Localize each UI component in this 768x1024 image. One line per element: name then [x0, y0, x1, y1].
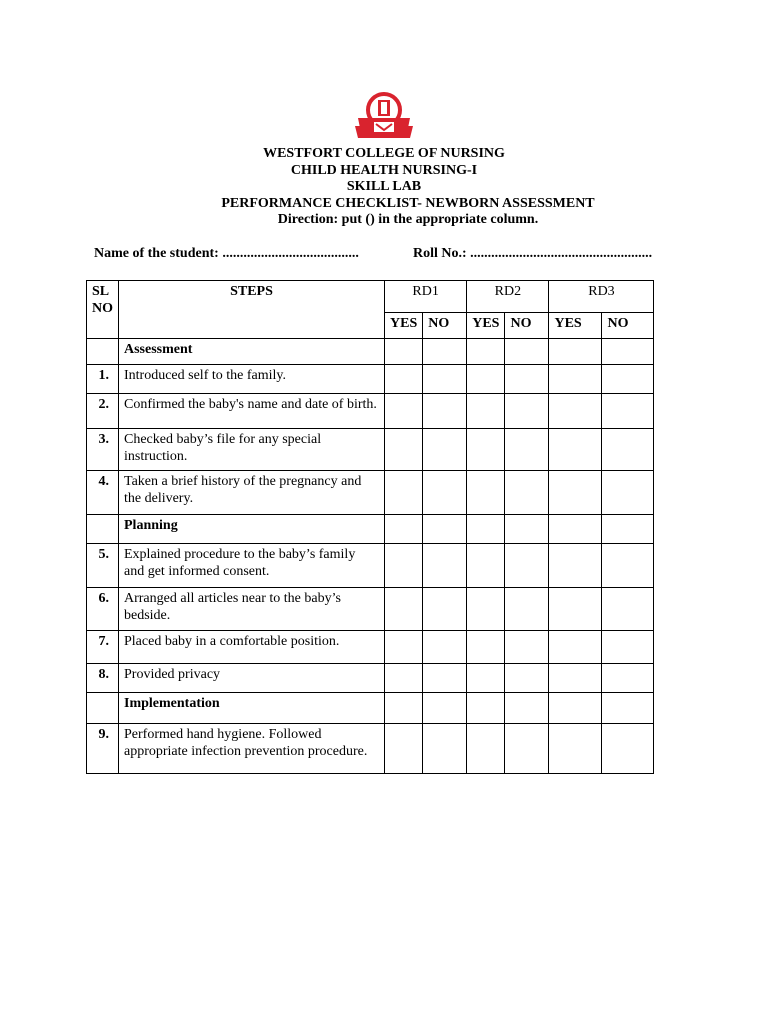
section-row [87, 339, 654, 365]
step-number: 1. [87, 365, 119, 394]
lab-title: SKILL LAB [346, 179, 422, 194]
rd1-yes-cell[interactable] [385, 471, 423, 515]
rd3-no-cell[interactable] [602, 365, 654, 394]
rd1-yes-cell [385, 515, 423, 544]
rd3-no-cell [602, 339, 654, 365]
rd1-no-cell[interactable] [423, 394, 467, 429]
rd1-yes-header: YES [385, 313, 423, 339]
subject-title: CHILD HEALTH NURSING-I [290, 162, 478, 178]
rd3-yes-cell[interactable] [549, 429, 602, 471]
rd1-yes-cell[interactable] [385, 365, 423, 394]
rd2-yes-cell[interactable] [467, 394, 505, 429]
rd2-yes-cell[interactable] [467, 588, 505, 631]
rd1-no-header: NO [423, 313, 467, 339]
rd3-no-cell[interactable] [602, 631, 654, 664]
rd2-yes-cell[interactable] [467, 631, 505, 664]
rd2-no-cell[interactable] [505, 394, 549, 429]
rd3-yes-cell[interactable] [549, 394, 602, 429]
rd2-yes-cell [467, 339, 505, 365]
rd3-no-cell[interactable] [602, 394, 654, 429]
step-number [87, 693, 119, 724]
rd1-yes-cell[interactable] [385, 588, 423, 631]
rd3-yes-cell[interactable] [549, 365, 602, 394]
rd2-yes-cell[interactable] [467, 471, 505, 515]
section-title: Assessment [119, 339, 385, 365]
step-text: Arranged all articles near to the baby’s bedside. [119, 588, 385, 631]
rd1-no-cell [423, 515, 467, 544]
section-row [87, 693, 654, 724]
direction-text: Direction: put () in the appropriate column. [277, 212, 539, 227]
rd3-no-cell[interactable] [602, 429, 654, 471]
rd2-no-cell [505, 339, 549, 365]
step-number: 4. [87, 471, 119, 515]
step-text: Explained procedure to the baby’s family and get informed consent. [119, 544, 385, 588]
college-name: WESTFORT COLLEGE OF NURSING [263, 146, 505, 161]
rd3-yes-cell[interactable] [549, 631, 602, 664]
step-number: 6. [87, 588, 119, 631]
table-row [87, 588, 654, 631]
rd1-yes-cell[interactable] [385, 724, 423, 774]
rd3-yes-cell [549, 693, 602, 724]
document-header [0, 146, 768, 229]
rd3-no-cell[interactable] [602, 588, 654, 631]
rd1-no-cell[interactable] [423, 631, 467, 664]
rd3-yes-cell [549, 339, 602, 365]
step-number: 7. [87, 631, 119, 664]
roll-number-field[interactable]: Roll No.: .................................................... [413, 246, 653, 261]
table-row [87, 471, 654, 515]
rd3-no-header: NO [602, 313, 654, 339]
checklist-table [86, 280, 654, 774]
rd2-no-cell[interactable] [505, 429, 549, 471]
rd2-yes-header: YES [467, 313, 505, 339]
rd2-yes-cell[interactable] [467, 724, 505, 774]
student-info-row [94, 246, 653, 262]
rd2-yes-cell[interactable] [467, 365, 505, 394]
student-name-field[interactable]: Name of the student: ....................................... [94, 246, 359, 261]
college-logo [352, 92, 416, 142]
rd2-no-header: NO [505, 313, 549, 339]
rd1-no-cell[interactable] [423, 588, 467, 631]
rd1-no-cell [423, 693, 467, 724]
rd1-no-cell[interactable] [423, 471, 467, 515]
table-row [87, 664, 654, 693]
rd1-yes-cell [385, 693, 423, 724]
step-number: 9. [87, 724, 119, 774]
step-text: Checked baby’s file for any special instruction. [119, 429, 385, 471]
rd3-yes-header: YES [549, 313, 602, 339]
step-text: Performed hand hygiene. Followed appropriate infection prevention procedure. [119, 724, 385, 774]
rd1-yes-cell[interactable] [385, 664, 423, 693]
step-text: Provided privacy [119, 664, 385, 693]
rd1-no-cell[interactable] [423, 544, 467, 588]
rd1-yes-cell [385, 339, 423, 365]
rd2-yes-cell [467, 693, 505, 724]
rd3-no-cell [602, 515, 654, 544]
rd3-no-cell[interactable] [602, 724, 654, 774]
step-text: Taken a brief history of the pregnancy and the delivery. [119, 471, 385, 515]
rd3-yes-cell [549, 515, 602, 544]
rd3-no-cell[interactable] [602, 664, 654, 693]
step-number [87, 339, 119, 365]
rd1-yes-cell[interactable] [385, 429, 423, 471]
section-title: Implementation [119, 693, 385, 724]
table-row [87, 631, 654, 664]
rd1-no-cell[interactable] [423, 429, 467, 471]
table-row [87, 394, 654, 429]
rd1-header: RD1 [385, 281, 467, 313]
table-row [87, 724, 654, 774]
rd1-yes-cell[interactable] [385, 394, 423, 429]
rd2-no-cell[interactable] [505, 365, 549, 394]
rd2-yes-cell[interactable] [467, 429, 505, 471]
rd2-no-cell[interactable] [505, 664, 549, 693]
table-row [87, 429, 654, 471]
rd2-header: RD2 [467, 281, 549, 313]
rd1-no-cell[interactable] [423, 724, 467, 774]
rd2-no-cell[interactable] [505, 544, 549, 588]
step-number: 2. [87, 394, 119, 429]
rd3-yes-cell[interactable] [549, 544, 602, 588]
step-number: 5. [87, 544, 119, 588]
rd3-no-cell[interactable] [602, 471, 654, 515]
step-text: Confirmed the baby's name and date of birth. [119, 394, 385, 429]
rd3-yes-cell[interactable] [549, 588, 602, 631]
rd1-no-cell[interactable] [423, 365, 467, 394]
rd1-yes-cell[interactable] [385, 631, 423, 664]
rd3-yes-cell[interactable] [549, 664, 602, 693]
step-number: 8. [87, 664, 119, 693]
rd2-yes-cell [467, 515, 505, 544]
rd3-yes-cell[interactable] [549, 724, 602, 774]
rd3-yes-cell[interactable] [549, 471, 602, 515]
rd2-yes-cell[interactable] [467, 664, 505, 693]
rd2-yes-cell[interactable] [467, 544, 505, 588]
table-row [87, 544, 654, 588]
rd2-no-cell[interactable] [505, 724, 549, 774]
rd1-no-cell[interactable] [423, 664, 467, 693]
rd1-yes-cell[interactable] [385, 544, 423, 588]
rd2-no-cell [505, 693, 549, 724]
rd3-no-cell [602, 693, 654, 724]
step-number [87, 515, 119, 544]
section-row [87, 515, 654, 544]
checklist-title: PERFORMANCE CHECKLIST- NEWBORN ASSESSMENT [221, 195, 595, 211]
table-row [87, 365, 654, 394]
rd2-no-cell[interactable] [505, 588, 549, 631]
section-title: Planning [119, 515, 385, 544]
steps-header: STEPS [119, 281, 385, 339]
rd3-no-cell[interactable] [602, 544, 654, 588]
rd2-no-cell [505, 515, 549, 544]
step-number: 3. [87, 429, 119, 471]
step-text: Introduced self to the family. [119, 365, 385, 394]
rd2-no-cell[interactable] [505, 471, 549, 515]
rd3-header: RD3 [549, 281, 654, 313]
rd2-no-cell[interactable] [505, 631, 549, 664]
step-text: Placed baby in a comfortable position. [119, 631, 385, 664]
sl-no-header: SL NO [87, 281, 119, 339]
rd1-no-cell [423, 339, 467, 365]
